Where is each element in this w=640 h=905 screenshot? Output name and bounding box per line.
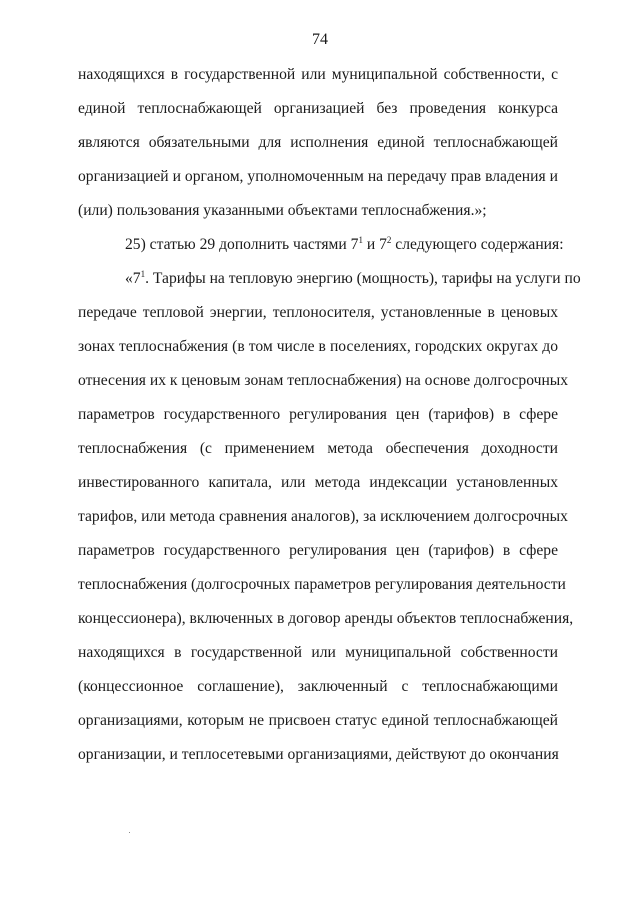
text-fragment: 25) статью 29 дополнить частями 7 xyxy=(125,236,359,253)
text-line: передаче тепловой энергии, теплоносителя, установленные в ценовых xyxy=(78,304,558,321)
text-line: тарифов, или метода сравнения аналогов), за исключением долгосрочных xyxy=(78,508,568,525)
text-line: единой теплоснабжающей организацией без проведения конкурса xyxy=(78,100,558,117)
text-fragment: следующего содержания: xyxy=(391,236,564,253)
text-line: параметров государственного регулирования цен (тарифов) в сфере xyxy=(78,542,558,559)
text-line: находящихся в государственной или муниципальной собственности xyxy=(78,644,558,661)
text-line: параметров государственного регулирования цен (тарифов) в сфере xyxy=(78,406,558,423)
text-line: (или) пользования указанными объектами теплоснабжения.»; xyxy=(78,202,487,219)
page-number: 74 xyxy=(312,31,328,48)
text-fragment: . Тарифы на тепловую энергию (мощность), тарифы на услуги по xyxy=(145,270,581,287)
text-line: организации, и теплосетевыми организациями, действуют до окончания xyxy=(78,746,559,763)
part-7-1-heading-line xyxy=(78,269,581,304)
text-line: зонах теплоснабжения (в том числе в поселениях, городских округах до xyxy=(78,338,558,355)
text-line: являются обязательными для исполнения единой теплоснабжающей xyxy=(78,134,558,151)
text-fragment: и 7 xyxy=(362,236,387,253)
text-line: организациями, которым не присвоен статус единой теплоснабжающей xyxy=(78,712,558,729)
text-line: (концессионное соглашение), заключенный с теплоснабжающими xyxy=(78,678,558,695)
scan-artifact-dot xyxy=(129,832,130,833)
text-line: концессионера), включенных в договор аренды объектов теплоснабжения, xyxy=(78,610,574,627)
text-line: теплоснабжения (с применением метода обеспечения доходности xyxy=(78,440,558,457)
body-text xyxy=(78,66,581,780)
text-fragment: «7 xyxy=(125,270,141,287)
text-line: теплоснабжения (долгосрочных параметров регулирования деятельности xyxy=(78,576,566,593)
superscript: 2 xyxy=(386,235,392,245)
text-line: отнесения их к ценовым зонам теплоснабжения) на основе долгосрочных xyxy=(78,372,569,389)
amendment-item-25 xyxy=(78,235,564,270)
text-line: инвестированного капитала, или метода индексации установленных xyxy=(78,474,558,491)
text-line: находящихся в государственной или муниципальной собственности, с xyxy=(78,66,558,83)
superscript: 1 xyxy=(140,269,146,279)
superscript: 1 xyxy=(358,235,363,245)
text-line: организацией и органом, уполномоченным на передачу прав владения и xyxy=(78,168,558,185)
